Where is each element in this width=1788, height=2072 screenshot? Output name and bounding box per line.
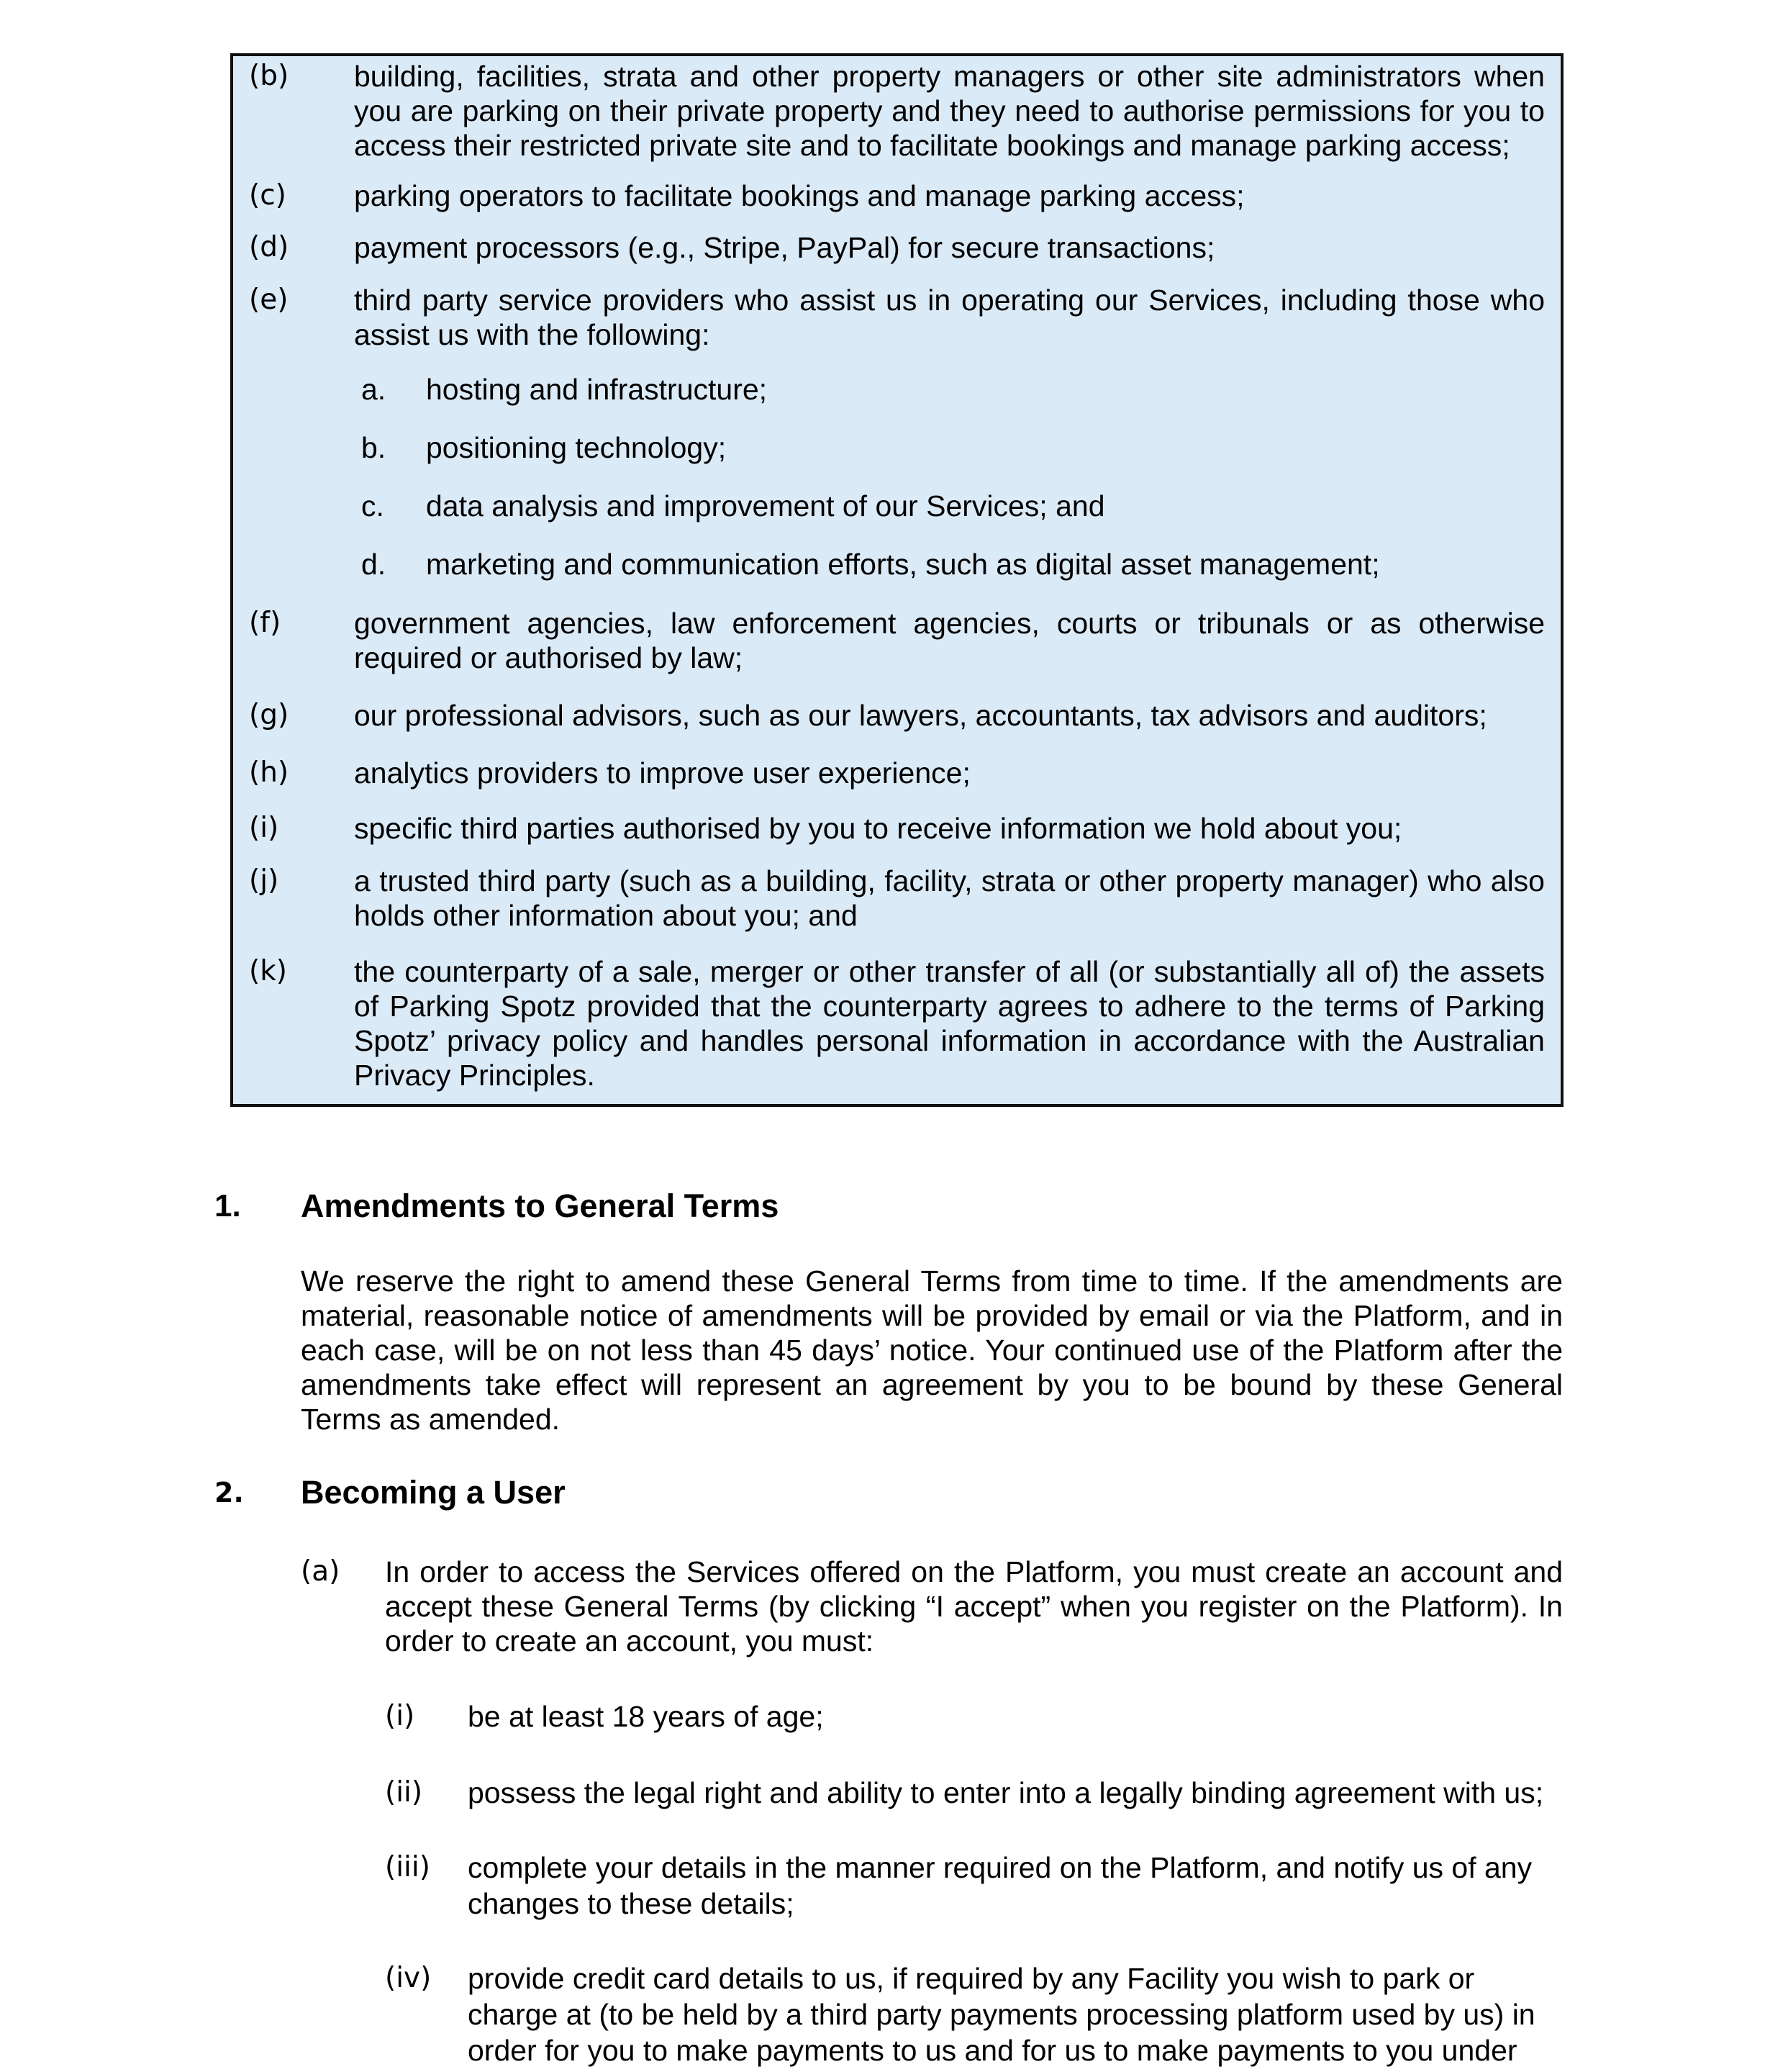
item-text: parking operators to facilitate bookings and manage parking access;: [354, 179, 1245, 212]
item-label: (c): [249, 179, 286, 212]
requirement-text: provide credit card details to us, if required by any Facility you wish to park or charge at (to be held by a third party payments processing platform used by us) in order for you to make payments to us and for us to make payments to you under: [468, 1962, 1535, 2067]
section-1-body: We reserve the right to amend these General Terms from time to time. If the amendments are material, reasonable notice of amendments will be provided by email or via the Platform, and in each case, will be on not less than 45 days’ notice. Your continued use of the Platform after the amendments take effect will represent an agreement by you to be bound by these General Terms as amended.: [301, 1265, 1563, 1436]
requirement-text: possess the legal right and ability to enter into a legally binding agreement with us;: [468, 1776, 1544, 1809]
section-2-item-a-text: In order to access the Services offered on the Platform, you must create an account and accept these General Terms (by clicking “I accept” when you register on the Platform). In order to create an account, you must:: [385, 1555, 1563, 1657]
item-text: building, facilities, strata and other property managers or other site administrators when you are parking on their private property and they need to authorise permissions for you to access their restricted private site and to facilitate bookings and manage parking access;: [354, 60, 1545, 162]
sub-item-label: b.: [361, 431, 386, 464]
item-label: (b): [249, 60, 289, 92]
item-text: third party service providers who assist us in operating our Services, including those who assist us with the following:: [354, 284, 1545, 351]
requirement-label: (ii): [385, 1776, 423, 1809]
item-text: the counterparty of a sale, merger or other transfer of all (or substantially all of) the assets of Parking Spotz provided that the counterparty agrees to adhere to the terms of Parking Spotz’ privacy policy and handles personal information in accordance with the Australian Privacy Principles.: [354, 955, 1545, 1092]
recipients-box: [230, 53, 1564, 1107]
item-label: (e): [249, 284, 289, 316]
item-text: a trusted third party (such as a building, facility, strata or other property manager) who also holds other information about you; and: [354, 864, 1545, 932]
item-label: (h): [249, 756, 289, 789]
item-text: our professional advisors, such as our lawyers, accountants, tax advisors and auditors;: [354, 699, 1487, 732]
requirement-text: complete your details in the manner required on the Platform, and notify us of any changes to these details;: [468, 1851, 1533, 1920]
requirement-label: (i): [385, 1700, 415, 1732]
item-label: (d): [249, 231, 289, 263]
item-label: (j): [249, 864, 279, 897]
item-text: analytics providers to improve user experience;: [354, 756, 971, 790]
item-text: specific third parties authorised by you to receive information we hold about you;: [354, 812, 1402, 845]
requirement-label: (iv): [385, 1962, 432, 1994]
item-label: (k): [249, 955, 288, 987]
item-text: payment processors (e.g., Stripe, PayPal) for secure transactions;: [354, 231, 1215, 264]
sub-item-text: positioning technology;: [426, 431, 727, 464]
item-label: (i): [249, 812, 279, 844]
item-label: (g): [249, 699, 289, 731]
sub-item-text: marketing and communication efforts, such as digital asset management;: [426, 548, 1380, 581]
item-text: government agencies, law enforcement agencies, courts or tribunals or as otherwise required or authorised by law;: [354, 607, 1545, 674]
sub-item-text: hosting and infrastructure;: [426, 373, 768, 406]
item-label: (f): [249, 607, 281, 639]
section-1-title: Amendments to General Terms: [301, 1187, 779, 1224]
sub-item-label: d.: [361, 548, 386, 581]
sub-item-label: c.: [361, 489, 384, 522]
sub-item-label: a.: [361, 373, 386, 406]
section-1-number: 1.: [214, 1188, 241, 1223]
requirement-text: be at least 18 years of age;: [468, 1700, 824, 1733]
section-2-number: 2.: [214, 1477, 244, 1508]
section-2-title: Becoming a User: [301, 1474, 566, 1511]
section-2-item-a-label: (a): [301, 1555, 340, 1588]
sub-item-text: data analysis and improvement of our Services; and: [426, 489, 1105, 522]
requirement-label: (iii): [385, 1851, 430, 1883]
